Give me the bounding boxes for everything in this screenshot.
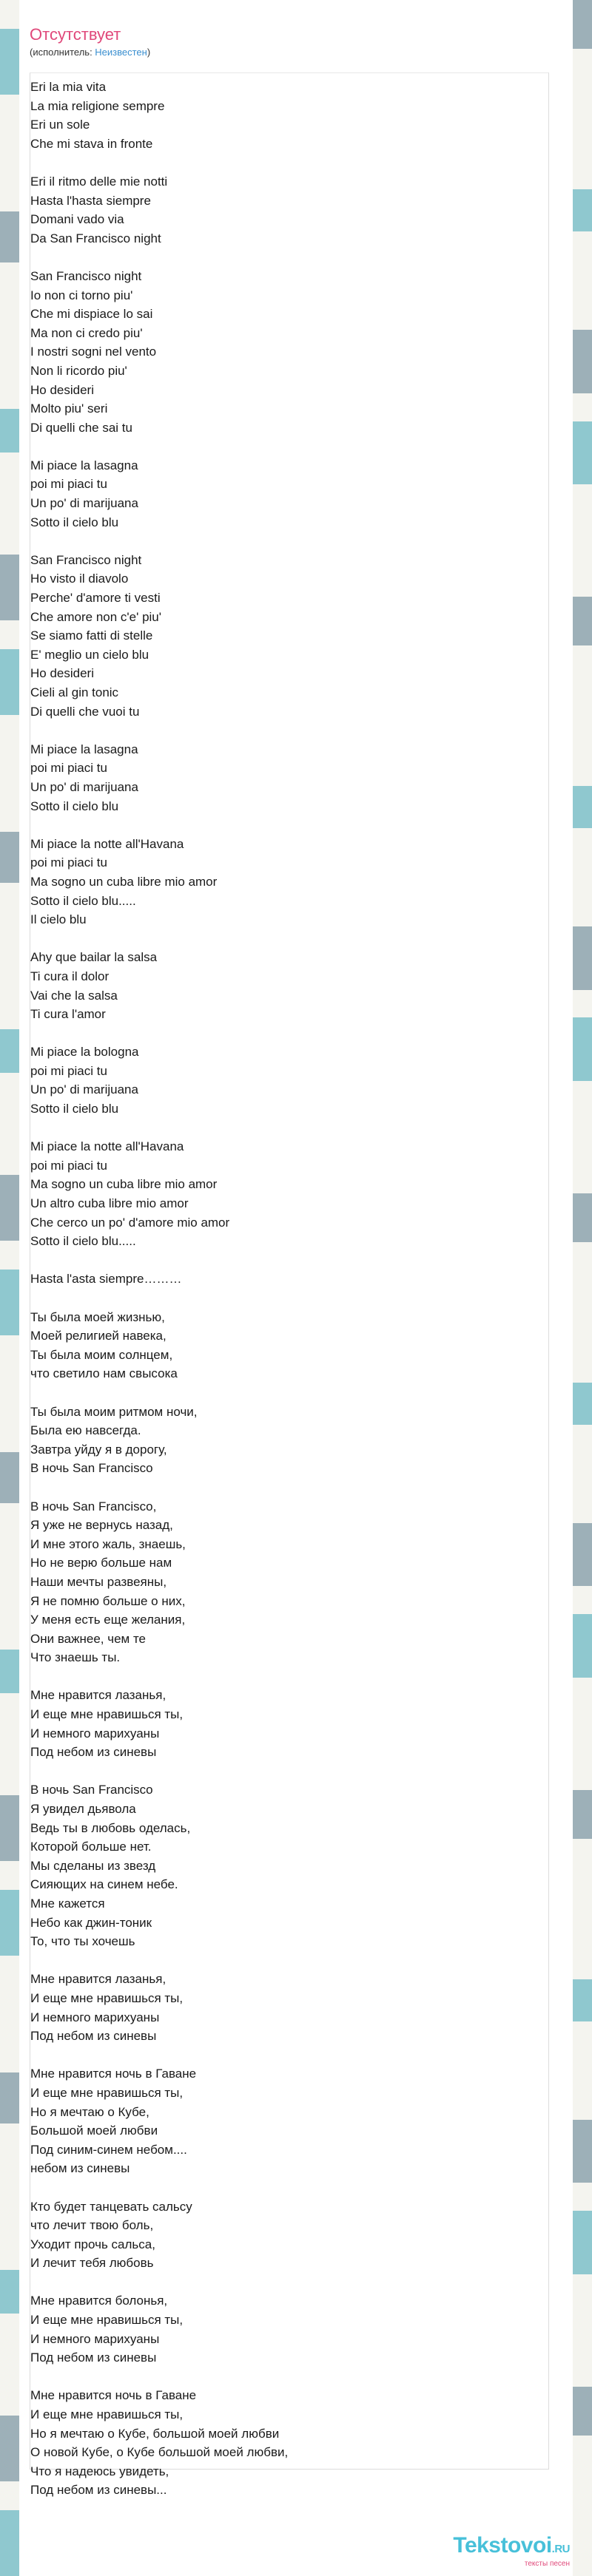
lyric-line: Che mi dispiace lo sai [30, 307, 153, 322]
lyric-line: В ночь San Francisco [30, 1783, 153, 1797]
lyric-line: Мне нравится ночь в Гаване [30, 2067, 197, 2081]
artist-link[interactable]: Неизвестен [95, 47, 147, 58]
lyric-line: И лечит тебя любовь [30, 2256, 154, 2271]
stanza-gap [30, 1667, 548, 1687]
lyric-line: В ночь San Francisco [30, 1461, 153, 1476]
lyric-line: Sotto il cielo blu..... [30, 893, 136, 908]
site-watermark [453, 2534, 570, 2569]
stanza [30, 948, 548, 1023]
lyric-line: Мне кажется [30, 1897, 105, 1911]
lyric-line: Io non ci torno piu' [30, 288, 133, 302]
stanza [30, 172, 548, 248]
lyric-line: Ho desideri [30, 666, 94, 681]
lyric-line: Ti cura l'amor [30, 1007, 106, 1022]
stanza-gap [30, 1024, 548, 1043]
lyric-line: Ma sogno un cuba libre mio amor [30, 1177, 218, 1192]
lyric-line: Но я мечтаю о Кубе, большой моей любви [30, 2426, 280, 2441]
brand-tld: .RU [551, 2543, 570, 2555]
lyric-line: poi mi piaci tu [30, 1158, 107, 1173]
lyric-line: poi mi piaci tu [30, 1063, 107, 1078]
lyric-line: Di quelli che sai tu [30, 420, 132, 435]
lyric-line: Уходит прочь сальса, [30, 2237, 155, 2251]
lyric-line: Se siamo fatti di stelle [30, 628, 153, 643]
lyric-line: Perche' d'amore ti vesti [30, 591, 161, 606]
stanza-gap [30, 816, 548, 835]
lyric-line: И еще мне нравишься ты, [30, 1707, 184, 1722]
subtitle-prefix: (исполнитель: [30, 47, 95, 58]
lyric-line: Un altro cuba libre mio amor [30, 1196, 189, 1211]
lyric-line: Sotto il cielo blu [30, 1102, 119, 1116]
stanza-gap [30, 2367, 548, 2387]
stanza [30, 1270, 548, 1289]
lyric-line: Eri il ritmo delle mie notti [30, 174, 168, 189]
stanza [30, 456, 548, 532]
lyric-line: Которой больше нет. [30, 1840, 152, 1854]
lyric-line: Sotto il cielo blu..... [30, 1234, 136, 1249]
lyric-line: Un po' di marijuana [30, 496, 138, 511]
stanza [30, 1137, 548, 1251]
lyric-line: Под синим-синем небом.... [30, 2142, 187, 2157]
song-title: Отсутствует [30, 25, 121, 44]
lyric-line: Ho visto il diavolo [30, 572, 129, 586]
lyric-line: Il cielo blu [30, 912, 87, 927]
lyric-line: Ma non ci credo piu' [30, 325, 143, 340]
lyric-line: Что я надеюсь увидеть, [30, 2464, 169, 2478]
lyric-line: Mi piace la lasagna [30, 742, 138, 756]
stanza-gap [30, 153, 548, 172]
stanza [30, 1497, 548, 1667]
lyric-line: Была ею навсегда. [30, 1423, 141, 1438]
stanza [30, 740, 548, 816]
lyric-line: Che mi stava in fronte [30, 136, 153, 151]
lyric-line: Mi piace la notte all'Havana [30, 1139, 184, 1154]
lyric-line: Большой моей любви [30, 2123, 158, 2138]
lyric-line: San Francisco night [30, 552, 142, 567]
lyric-line: И еще мне нравишься ты, [30, 1990, 184, 2005]
stanza [30, 78, 548, 153]
song-header [30, 25, 562, 59]
lyric-line: Но я мечтаю о Кубе, [30, 2104, 149, 2119]
lyric-line: Mi piace la bologna [30, 1045, 139, 1060]
stanza-gap [30, 1951, 548, 1970]
lyric-line: И немного марихуаны [30, 2010, 160, 2024]
lyric-line: Domani vado via [30, 212, 124, 227]
lyric-line: Я не помню больше о них, [30, 1593, 186, 1608]
brand-tagline: тексты песен [524, 2560, 570, 2568]
stanza [30, 1403, 548, 1478]
brand-name: Tekstovoi [453, 2533, 552, 2558]
lyric-line: Мне нравится лазанья, [30, 1688, 166, 1703]
lyric-line: Небо как джин-тоник [30, 1915, 152, 1930]
lyric-line: Завтра уйду я в дорогу, [30, 1442, 167, 1457]
lyric-line: И еще мне нравишься ты, [30, 2085, 184, 2100]
lyric-line: La mia religione sempre [30, 98, 165, 113]
lyric-line: E' meglio un cielo blu [30, 647, 149, 662]
lyric-line: Che cerco un po' d'amore mio amor [30, 1215, 230, 1230]
stanza [30, 2291, 548, 2367]
lyric-line: что лечит твою боль, [30, 2218, 154, 2233]
song-subtitle [30, 46, 562, 59]
lyric-line: Da San Francisco night [30, 231, 161, 245]
stanza-gap [30, 721, 548, 740]
lyric-line: Hasta l'asta siempre……… [30, 1272, 182, 1287]
lyric-line: poi mi piaci tu [30, 477, 107, 492]
lyric-line: Vai che la salsa [30, 988, 118, 1003]
lyrics-panel [30, 72, 549, 2498]
stanza-gap [30, 1289, 548, 1308]
lyric-line: Sotto il cielo blu [30, 799, 119, 813]
lyric-line: В ночь San Francisco, [30, 1499, 157, 1514]
lyric-line: Un po' di marijuana [30, 1082, 138, 1097]
left-decorative-stripe [0, 0, 19, 2576]
stanza-gap [30, 437, 548, 456]
lyric-line: poi mi piaci tu [30, 855, 107, 870]
stanza [30, 1780, 548, 1950]
lyric-line: Eri un sole [30, 118, 90, 132]
lyric-line: Ahy que bailar la salsa [30, 950, 158, 965]
lyric-line: Ты была моим солнцем, [30, 1347, 173, 1362]
lyric-line: Ma sogno un cuba libre mio amor [30, 874, 218, 889]
lyric-line: Под небом из синевы [30, 2350, 157, 2365]
lyric-line: Che amore non c'e' piu' [30, 609, 162, 624]
stanza [30, 2386, 548, 2500]
stanza-gap [30, 532, 548, 551]
lyric-line: Я уже не вернусь назад, [30, 1518, 173, 1533]
lyric-line: Ты была моей жизнью, [30, 1309, 165, 1324]
stanza-gap [30, 929, 548, 949]
lyric-line: Мы сделаны из звезд [30, 1858, 156, 1873]
lyric-line: И еще мне нравишься ты, [30, 2407, 184, 2422]
lyric-line: Что знаешь ты. [30, 1650, 121, 1665]
stanza [30, 1686, 548, 1761]
lyric-line: Но не верю больше нам [30, 1556, 172, 1570]
lyric-line: И немного марихуаны [30, 1726, 160, 1741]
stanza [30, 2197, 548, 2273]
stanza [30, 1043, 548, 1118]
lyric-line: И еще мне нравишься ты, [30, 2313, 184, 2328]
right-decorative-stripe [573, 0, 592, 2576]
stanza [30, 1308, 548, 1383]
stanza [30, 2064, 548, 2178]
stanza-gap [30, 1478, 548, 1497]
lyric-line: Под небом из синевы [30, 2029, 157, 2044]
stanza [30, 835, 548, 929]
lyric-line: Я увидел дьявола [30, 1802, 136, 1817]
brand-logo [453, 2534, 570, 2561]
lyric-line: Di quelli che vuoi tu [30, 704, 140, 719]
lyric-line: Моей религией навека, [30, 1329, 166, 1343]
lyric-line: О новой Кубе, о Кубе большой моей любви, [30, 2445, 289, 2460]
lyric-line: Ты была моим ритмом ночи, [30, 1404, 198, 1419]
stanza-gap [30, 248, 548, 267]
lyric-line: Molto piu' seri [30, 401, 108, 416]
lyric-line: Мне нравится лазанья, [30, 1972, 166, 1987]
stanza-gap [30, 2273, 548, 2292]
lyric-line: Они важнее, чем те [30, 1631, 147, 1646]
lyric-line: Под небом из синевы [30, 1745, 157, 1760]
lyric-line: И мне этого жаль, знаешь, [30, 1536, 186, 1551]
stanza [30, 267, 548, 437]
lyric-line: У меня есть еще желания, [30, 1613, 186, 1627]
stanza [30, 1970, 548, 2045]
lyric-line: То, что ты хочешь [30, 1934, 135, 1949]
lyric-line: Mi piace la notte all'Havana [30, 836, 184, 851]
lyric-line: Hasta l'hasta siempre [30, 193, 151, 208]
lyric-line: San Francisco night [30, 268, 142, 283]
lyric-line: Ведь ты в любовь оделась, [30, 1820, 191, 1835]
stanza-gap [30, 1119, 548, 1138]
stanza-gap [30, 1383, 548, 1403]
lyric-line: Non li ricordo piu' [30, 363, 127, 378]
lyric-line: Мне нравится болонья, [30, 2294, 168, 2308]
lyric-line: I nostri sogni nel vento [30, 345, 157, 359]
lyric-line: Под небом из синевы... [30, 2483, 167, 2498]
lyric-line: что светило нам свысока [30, 1366, 178, 1381]
stanza [30, 551, 548, 721]
stanza-gap [30, 1762, 548, 1781]
lyric-line: Ti cura il dolor [30, 969, 110, 983]
lyric-line: Ho desideri [30, 382, 94, 397]
lyric-line: И немного марихуаны [30, 2331, 160, 2346]
stanza-gap [30, 2046, 548, 2065]
lyric-line: Наши мечты развеяны, [30, 1574, 167, 1589]
lyrics-text [30, 78, 548, 2500]
lyric-line: Un po' di marijuana [30, 779, 138, 794]
lyric-line: Сияющих на синем небе. [30, 1877, 178, 1892]
stanza-gap [30, 2178, 548, 2197]
lyric-line: poi mi piaci tu [30, 761, 107, 776]
stanza-gap [30, 1251, 548, 1270]
lyric-line: Sotto il cielo blu [30, 515, 119, 529]
lyric-line: Eri la mia vita [30, 80, 107, 94]
lyric-line: Кто будет танцевать сальсу [30, 2199, 192, 2214]
lyric-line: Мне нравится ночь в Гаване [30, 2388, 197, 2403]
lyric-line: небом из синевы [30, 2161, 130, 2176]
lyric-line: Mi piace la lasagna [30, 458, 138, 472]
lyric-line: Cieli al gin tonic [30, 685, 119, 699]
subtitle-suffix: ) [147, 47, 151, 58]
